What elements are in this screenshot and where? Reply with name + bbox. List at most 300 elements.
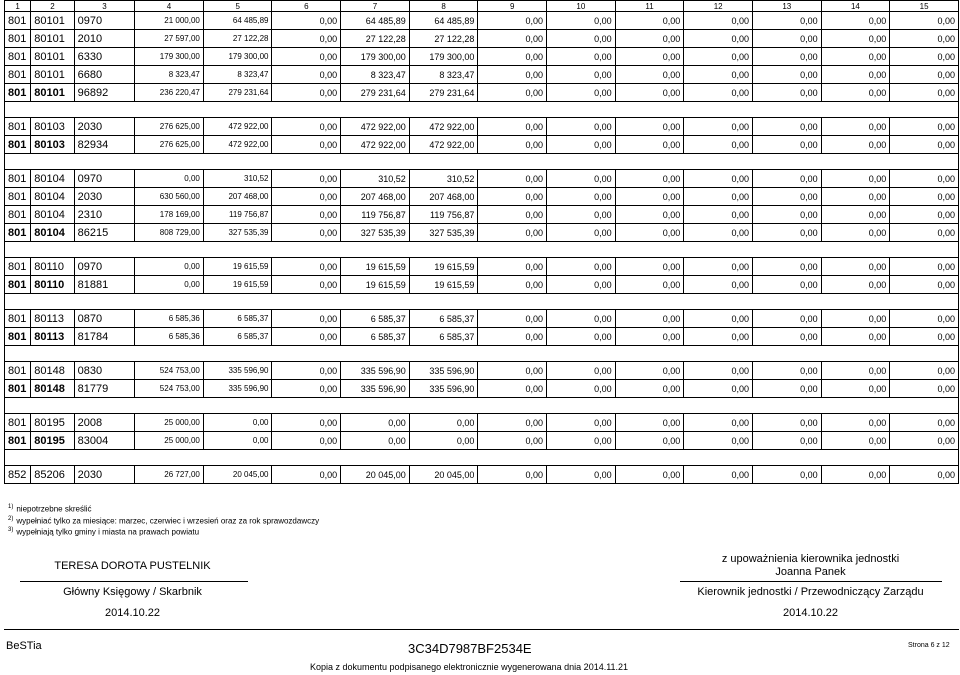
column-number: 9: [478, 1, 547, 12]
table-cell: 0,00: [547, 170, 616, 188]
table-cell: 27 122,28: [203, 30, 272, 48]
table-cell: 8 323,47: [409, 66, 478, 84]
table-cell: 801: [5, 66, 31, 84]
table-cell: 0,00: [684, 170, 753, 188]
table-cell: 0,00: [684, 206, 753, 224]
table-cell: 6 585,37: [203, 310, 272, 328]
table-cell: 0,00: [684, 136, 753, 154]
table-cell: 335 596,90: [203, 380, 272, 398]
group-spacer: [5, 398, 959, 414]
table-cell: 0,00: [684, 118, 753, 136]
table-cell: 0,00: [821, 380, 890, 398]
table-cell: 801: [5, 328, 31, 346]
table-cell: 25 000,00: [135, 432, 204, 450]
table-cell: 6 585,37: [203, 328, 272, 346]
table-cell: 801: [5, 310, 31, 328]
table-cell: 0,00: [821, 136, 890, 154]
table-cell: 27 122,28: [409, 30, 478, 48]
table-cell: 64 485,89: [341, 12, 410, 30]
table-cell: 2008: [74, 414, 135, 432]
table-cell: 179 300,00: [409, 48, 478, 66]
table-cell: 6 585,37: [409, 328, 478, 346]
column-number: 4: [135, 1, 204, 12]
table-cell: 801: [5, 432, 31, 450]
table-cell: 0,00: [890, 362, 959, 380]
table-cell: 8 323,47: [203, 66, 272, 84]
table-cell: 80195: [31, 432, 74, 450]
footnote-3: $^{3)}$ wypełniają tylko gminy i miasta na prawach powiatu: [8, 527, 200, 537]
signature-right-line: [680, 581, 942, 582]
table-cell: 0,00: [272, 414, 341, 432]
table-cell: 0,00: [547, 12, 616, 30]
table-cell: 0,00: [272, 328, 341, 346]
table-cell: 80104: [31, 170, 74, 188]
table-row: [5, 48, 959, 66]
table-cell: 0,00: [821, 432, 890, 450]
table-row: [5, 310, 959, 328]
table-cell: 0,00: [752, 84, 821, 102]
table-cell: 0,00: [478, 362, 547, 380]
table-cell: 0,00: [890, 30, 959, 48]
table-cell: 0,00: [821, 258, 890, 276]
table-cell: 0,00: [684, 276, 753, 294]
table-cell: 0970: [74, 170, 135, 188]
table-cell: 0,00: [341, 414, 410, 432]
table-cell: 80104: [31, 206, 74, 224]
table-cell: 0,00: [547, 48, 616, 66]
table-cell: 0,00: [272, 84, 341, 102]
table-cell: 801: [5, 380, 31, 398]
table-cell: 0,00: [547, 432, 616, 450]
group-spacer: [5, 346, 959, 362]
group-spacer: [5, 242, 959, 258]
table-cell: 0,00: [547, 414, 616, 432]
table-cell: 0,00: [615, 12, 684, 30]
table-cell: 335 596,90: [341, 380, 410, 398]
table-cell: 85206: [31, 466, 74, 484]
column-number: 8: [409, 1, 478, 12]
footnote-1: $^{1)}$ niepotrzebne skreślić: [8, 504, 92, 514]
table-cell: 0,00: [684, 432, 753, 450]
table-cell: 64 485,89: [203, 12, 272, 30]
table-cell: 0,00: [272, 276, 341, 294]
table-cell: 335 596,90: [409, 380, 478, 398]
table-cell: 0,00: [752, 276, 821, 294]
column-number: 7: [341, 1, 410, 12]
column-number: 15: [890, 1, 959, 12]
table-cell: 801: [5, 362, 31, 380]
table-cell: 0,00: [615, 188, 684, 206]
table-cell: 472 922,00: [341, 118, 410, 136]
column-number: 2: [31, 1, 74, 12]
table-cell: 0,00: [478, 276, 547, 294]
table-cell: 0,00: [547, 466, 616, 484]
table-total-row: [5, 136, 959, 154]
table-cell: 327 535,39: [409, 224, 478, 242]
table-cell: 80195: [31, 414, 74, 432]
column-number: 6: [272, 1, 341, 12]
column-number: 3: [74, 1, 135, 12]
table-cell: 0,00: [821, 362, 890, 380]
table-cell: 0,00: [615, 276, 684, 294]
table-cell: 0,00: [890, 432, 959, 450]
table-cell: 0,00: [478, 170, 547, 188]
table-cell: 119 756,87: [341, 206, 410, 224]
table-cell: 0,00: [272, 466, 341, 484]
table-cell: 0,00: [684, 310, 753, 328]
table-cell: 0,00: [272, 310, 341, 328]
table-cell: 8 323,47: [135, 66, 204, 84]
table-cell: 21 000,00: [135, 12, 204, 30]
table-cell: 0,00: [135, 258, 204, 276]
table-row: [5, 258, 959, 276]
table-cell: 0830: [74, 362, 135, 380]
table-cell: 80148: [31, 362, 74, 380]
table-cell: 335 596,90: [203, 362, 272, 380]
signature-right-name: Joanna Panek: [775, 566, 846, 578]
table-cell: 0,00: [684, 362, 753, 380]
table-cell: 236 220,47: [135, 84, 204, 102]
table-cell: 801: [5, 136, 31, 154]
table-cell: 0,00: [684, 328, 753, 346]
table-cell: 801: [5, 414, 31, 432]
table-cell: 27 122,28: [341, 30, 410, 48]
table-cell: 19 615,59: [203, 258, 272, 276]
table-cell: 0,00: [890, 66, 959, 84]
table-cell: 0,00: [821, 48, 890, 66]
table-cell: 310,52: [203, 170, 272, 188]
table-cell: 80110: [31, 276, 74, 294]
table-cell: 0,00: [478, 206, 547, 224]
table-cell: 0,00: [478, 258, 547, 276]
table-cell: 19 615,59: [341, 276, 410, 294]
table-cell: 0,00: [547, 136, 616, 154]
table-cell: 6680: [74, 66, 135, 84]
table-cell: 0,00: [821, 188, 890, 206]
table-cell: 0,00: [890, 170, 959, 188]
table-cell: 310,52: [341, 170, 410, 188]
table-row: [5, 12, 959, 30]
column-number: 5: [203, 1, 272, 12]
table-cell: 852: [5, 466, 31, 484]
table-cell: 0,00: [890, 12, 959, 30]
table-cell: 0,00: [478, 12, 547, 30]
table-cell: 0,00: [752, 432, 821, 450]
table-cell: 0,00: [615, 66, 684, 84]
table-cell: 80104: [31, 188, 74, 206]
table-cell: 524 753,00: [135, 380, 204, 398]
table-cell: 0,00: [272, 48, 341, 66]
table-cell: 0,00: [684, 224, 753, 242]
table-cell: 0,00: [547, 188, 616, 206]
table-cell: 0,00: [821, 170, 890, 188]
table-cell: 0,00: [615, 380, 684, 398]
table-cell: 179 300,00: [341, 48, 410, 66]
table-cell: 801: [5, 118, 31, 136]
table-cell: 276 625,00: [135, 136, 204, 154]
table-cell: 19 615,59: [409, 258, 478, 276]
table-cell: 0,00: [821, 224, 890, 242]
table-cell: 0,00: [752, 66, 821, 84]
table-cell: 0,00: [272, 66, 341, 84]
table-cell: 0,00: [615, 84, 684, 102]
table-cell: 0,00: [409, 432, 478, 450]
table-cell: 0,00: [684, 414, 753, 432]
table-cell: 0,00: [821, 12, 890, 30]
table-cell: 207 468,00: [409, 188, 478, 206]
table-cell: 0,00: [821, 30, 890, 48]
table-cell: 0,00: [135, 276, 204, 294]
group-spacer: [5, 450, 959, 466]
table-cell: 0,00: [478, 414, 547, 432]
table-cell: 630 560,00: [135, 188, 204, 206]
table-cell: 0,00: [478, 380, 547, 398]
table-cell: 80101: [31, 48, 74, 66]
table-cell: 80103: [31, 118, 74, 136]
table-cell: 178 169,00: [135, 206, 204, 224]
table-cell: 26 727,00: [135, 466, 204, 484]
table-cell: 0,00: [615, 258, 684, 276]
table-cell: 0,00: [272, 362, 341, 380]
table-cell: 801: [5, 12, 31, 30]
table-total-row: [5, 380, 959, 398]
table-cell: 0,00: [615, 136, 684, 154]
group-spacer-cell: [5, 242, 959, 258]
footer-app-name: BeSTia: [6, 640, 42, 652]
signature-left-name: TERESA DOROTA PUSTELNIK: [54, 560, 211, 572]
table-cell: 0,00: [752, 170, 821, 188]
table-cell: 335 596,90: [409, 362, 478, 380]
column-number: 13: [752, 1, 821, 12]
table-cell: 279 231,64: [341, 84, 410, 102]
table-cell: 0,00: [615, 362, 684, 380]
table-cell: 327 535,39: [203, 224, 272, 242]
table-cell: 0,00: [615, 30, 684, 48]
table-cell: 0,00: [478, 136, 547, 154]
table-cell: 0,00: [684, 188, 753, 206]
column-number: 14: [821, 1, 890, 12]
table-cell: 279 231,64: [409, 84, 478, 102]
table-cell: 96892: [74, 84, 135, 102]
table-row: [5, 66, 959, 84]
table-cell: 524 753,00: [135, 362, 204, 380]
table-total-row: [5, 432, 959, 450]
table-cell: 0,00: [478, 30, 547, 48]
table-cell: 64 485,89: [409, 12, 478, 30]
table-cell: 0,00: [615, 328, 684, 346]
table-cell: 80113: [31, 310, 74, 328]
table-cell: 0,00: [752, 380, 821, 398]
group-spacer-cell: [5, 346, 959, 362]
table-cell: 0,00: [890, 380, 959, 398]
table-cell: 0,00: [547, 30, 616, 48]
footer-divider: [4, 629, 959, 630]
table-cell: 0,00: [684, 84, 753, 102]
table-cell: 19 615,59: [409, 276, 478, 294]
table-cell: 179 300,00: [203, 48, 272, 66]
table-cell: 801: [5, 48, 31, 66]
table-cell: 0,00: [615, 310, 684, 328]
table-cell: 0,00: [890, 310, 959, 328]
table-cell: 0,00: [478, 84, 547, 102]
table-cell: 0,00: [547, 66, 616, 84]
table-cell: 80110: [31, 258, 74, 276]
table-cell: 0,00: [821, 276, 890, 294]
table-cell: 0,00: [890, 258, 959, 276]
footer-document-code: 3C34D7987BF2534E: [408, 641, 532, 656]
table-cell: 19 615,59: [203, 276, 272, 294]
column-number-row: [5, 1, 959, 12]
table-cell: 6 585,36: [135, 328, 204, 346]
table-cell: 81779: [74, 380, 135, 398]
group-spacer: [5, 154, 959, 170]
table-cell: 0,00: [890, 136, 959, 154]
table-cell: 0,00: [821, 206, 890, 224]
table-cell: 0,00: [615, 466, 684, 484]
table-cell: 801: [5, 30, 31, 48]
table-cell: 8 323,47: [341, 66, 410, 84]
table-cell: 0,00: [821, 414, 890, 432]
table-cell: 0,00: [684, 30, 753, 48]
table-cell: 472 922,00: [203, 118, 272, 136]
table-cell: 472 922,00: [341, 136, 410, 154]
table-cell: 0,00: [478, 310, 547, 328]
table-cell: 0,00: [478, 48, 547, 66]
table-cell: 86215: [74, 224, 135, 242]
table-cell: 0,00: [547, 258, 616, 276]
table-cell: 207 468,00: [341, 188, 410, 206]
table-cell: 80103: [31, 136, 74, 154]
footnote-2: $^{2)}$ wypełniać tylko za miesiące: marzec, czerwiec i wrzesień oraz za rok sprawozdawczy: [8, 516, 320, 526]
table-cell: 2310: [74, 206, 135, 224]
table-cell: 80101: [31, 12, 74, 30]
table-cell: 0,00: [135, 170, 204, 188]
table-cell: 0,00: [752, 224, 821, 242]
table-row: [5, 30, 959, 48]
table-cell: 0,00: [890, 118, 959, 136]
table-cell: 0,00: [821, 310, 890, 328]
table-cell: 80113: [31, 328, 74, 346]
table-cell: 81784: [74, 328, 135, 346]
group-spacer-cell: [5, 450, 959, 466]
table-cell: 0,00: [272, 224, 341, 242]
signature-right-date: 2014.10.22: [782, 607, 839, 619]
table-cell: 0,00: [478, 466, 547, 484]
table-cell: 25 000,00: [135, 414, 204, 432]
group-spacer-cell: [5, 294, 959, 310]
table-total-row: [5, 276, 959, 294]
column-number: 12: [684, 1, 753, 12]
table-cell: 82934: [74, 136, 135, 154]
table-cell: 0,00: [547, 310, 616, 328]
table-cell: 0,00: [752, 466, 821, 484]
table-cell: 0,00: [890, 276, 959, 294]
table-cell: 80101: [31, 84, 74, 102]
table-cell: 80148: [31, 380, 74, 398]
signature-left-line: [20, 581, 248, 582]
table-cell: 80104: [31, 224, 74, 242]
table-row: [5, 414, 959, 432]
table-cell: 0,00: [821, 84, 890, 102]
table-cell: 0,00: [821, 66, 890, 84]
budget-table: [4, 0, 959, 484]
table-cell: 0,00: [752, 414, 821, 432]
group-spacer: [5, 294, 959, 310]
table-cell: 801: [5, 276, 31, 294]
table-cell: 279 231,64: [203, 84, 272, 102]
table-total-row: [5, 328, 959, 346]
table-row: [5, 362, 959, 380]
table-cell: 0,00: [684, 12, 753, 30]
table-row: [5, 118, 959, 136]
table-cell: 0,00: [752, 310, 821, 328]
table-total-row: [5, 84, 959, 102]
table-cell: 0,00: [547, 224, 616, 242]
table-cell: 0,00: [478, 328, 547, 346]
table-cell: 0,00: [752, 118, 821, 136]
table-cell: 0,00: [752, 258, 821, 276]
table-cell: 0,00: [890, 328, 959, 346]
signature-right-authorization: z upoważnienia kierownika jednostki: [721, 553, 900, 565]
signature-left-role: Główny Księgowy / Skarbnik: [63, 586, 202, 598]
table-cell: 0,00: [203, 414, 272, 432]
table-cell: 6 585,37: [341, 328, 410, 346]
table-cell: 472 922,00: [203, 136, 272, 154]
table-cell: 0,00: [684, 466, 753, 484]
table-cell: 6330: [74, 48, 135, 66]
group-spacer-cell: [5, 154, 959, 170]
table-cell: 0,00: [615, 432, 684, 450]
signature-left-date: 2014.10.22: [104, 607, 161, 619]
table-cell: 0,00: [890, 48, 959, 66]
table-cell: 0,00: [547, 328, 616, 346]
table-cell: 0,00: [478, 188, 547, 206]
table-cell: 0,00: [615, 118, 684, 136]
table-cell: 2030: [74, 118, 135, 136]
table-cell: 0,00: [547, 84, 616, 102]
group-spacer-cell: [5, 102, 959, 118]
table-total-row: [5, 224, 959, 242]
footer-page-number: Strona 6 z 12: [908, 642, 950, 649]
table-cell: 119 756,87: [409, 206, 478, 224]
table-row: [5, 466, 959, 484]
table-cell: 0,00: [752, 48, 821, 66]
table-cell: 0,00: [272, 170, 341, 188]
table-cell: 0,00: [547, 380, 616, 398]
table-cell: 0,00: [684, 258, 753, 276]
table-cell: 808 729,00: [135, 224, 204, 242]
table-cell: 0,00: [752, 12, 821, 30]
table-cell: 0,00: [684, 48, 753, 66]
column-number: 10: [547, 1, 616, 12]
table-cell: 80101: [31, 30, 74, 48]
table-cell: 0,00: [684, 66, 753, 84]
table-cell: 0,00: [890, 188, 959, 206]
table-cell: 2030: [74, 188, 135, 206]
table-cell: 0,00: [615, 48, 684, 66]
table-cell: 6 585,37: [409, 310, 478, 328]
table-cell: 801: [5, 224, 31, 242]
table-row: [5, 188, 959, 206]
table-cell: 20 045,00: [409, 466, 478, 484]
table-cell: 0,00: [684, 380, 753, 398]
table-cell: 0,00: [752, 362, 821, 380]
table-cell: 179 300,00: [135, 48, 204, 66]
table-row: [5, 206, 959, 224]
table-cell: 0,00: [272, 118, 341, 136]
table-cell: 0,00: [821, 466, 890, 484]
table-cell: 801: [5, 84, 31, 102]
